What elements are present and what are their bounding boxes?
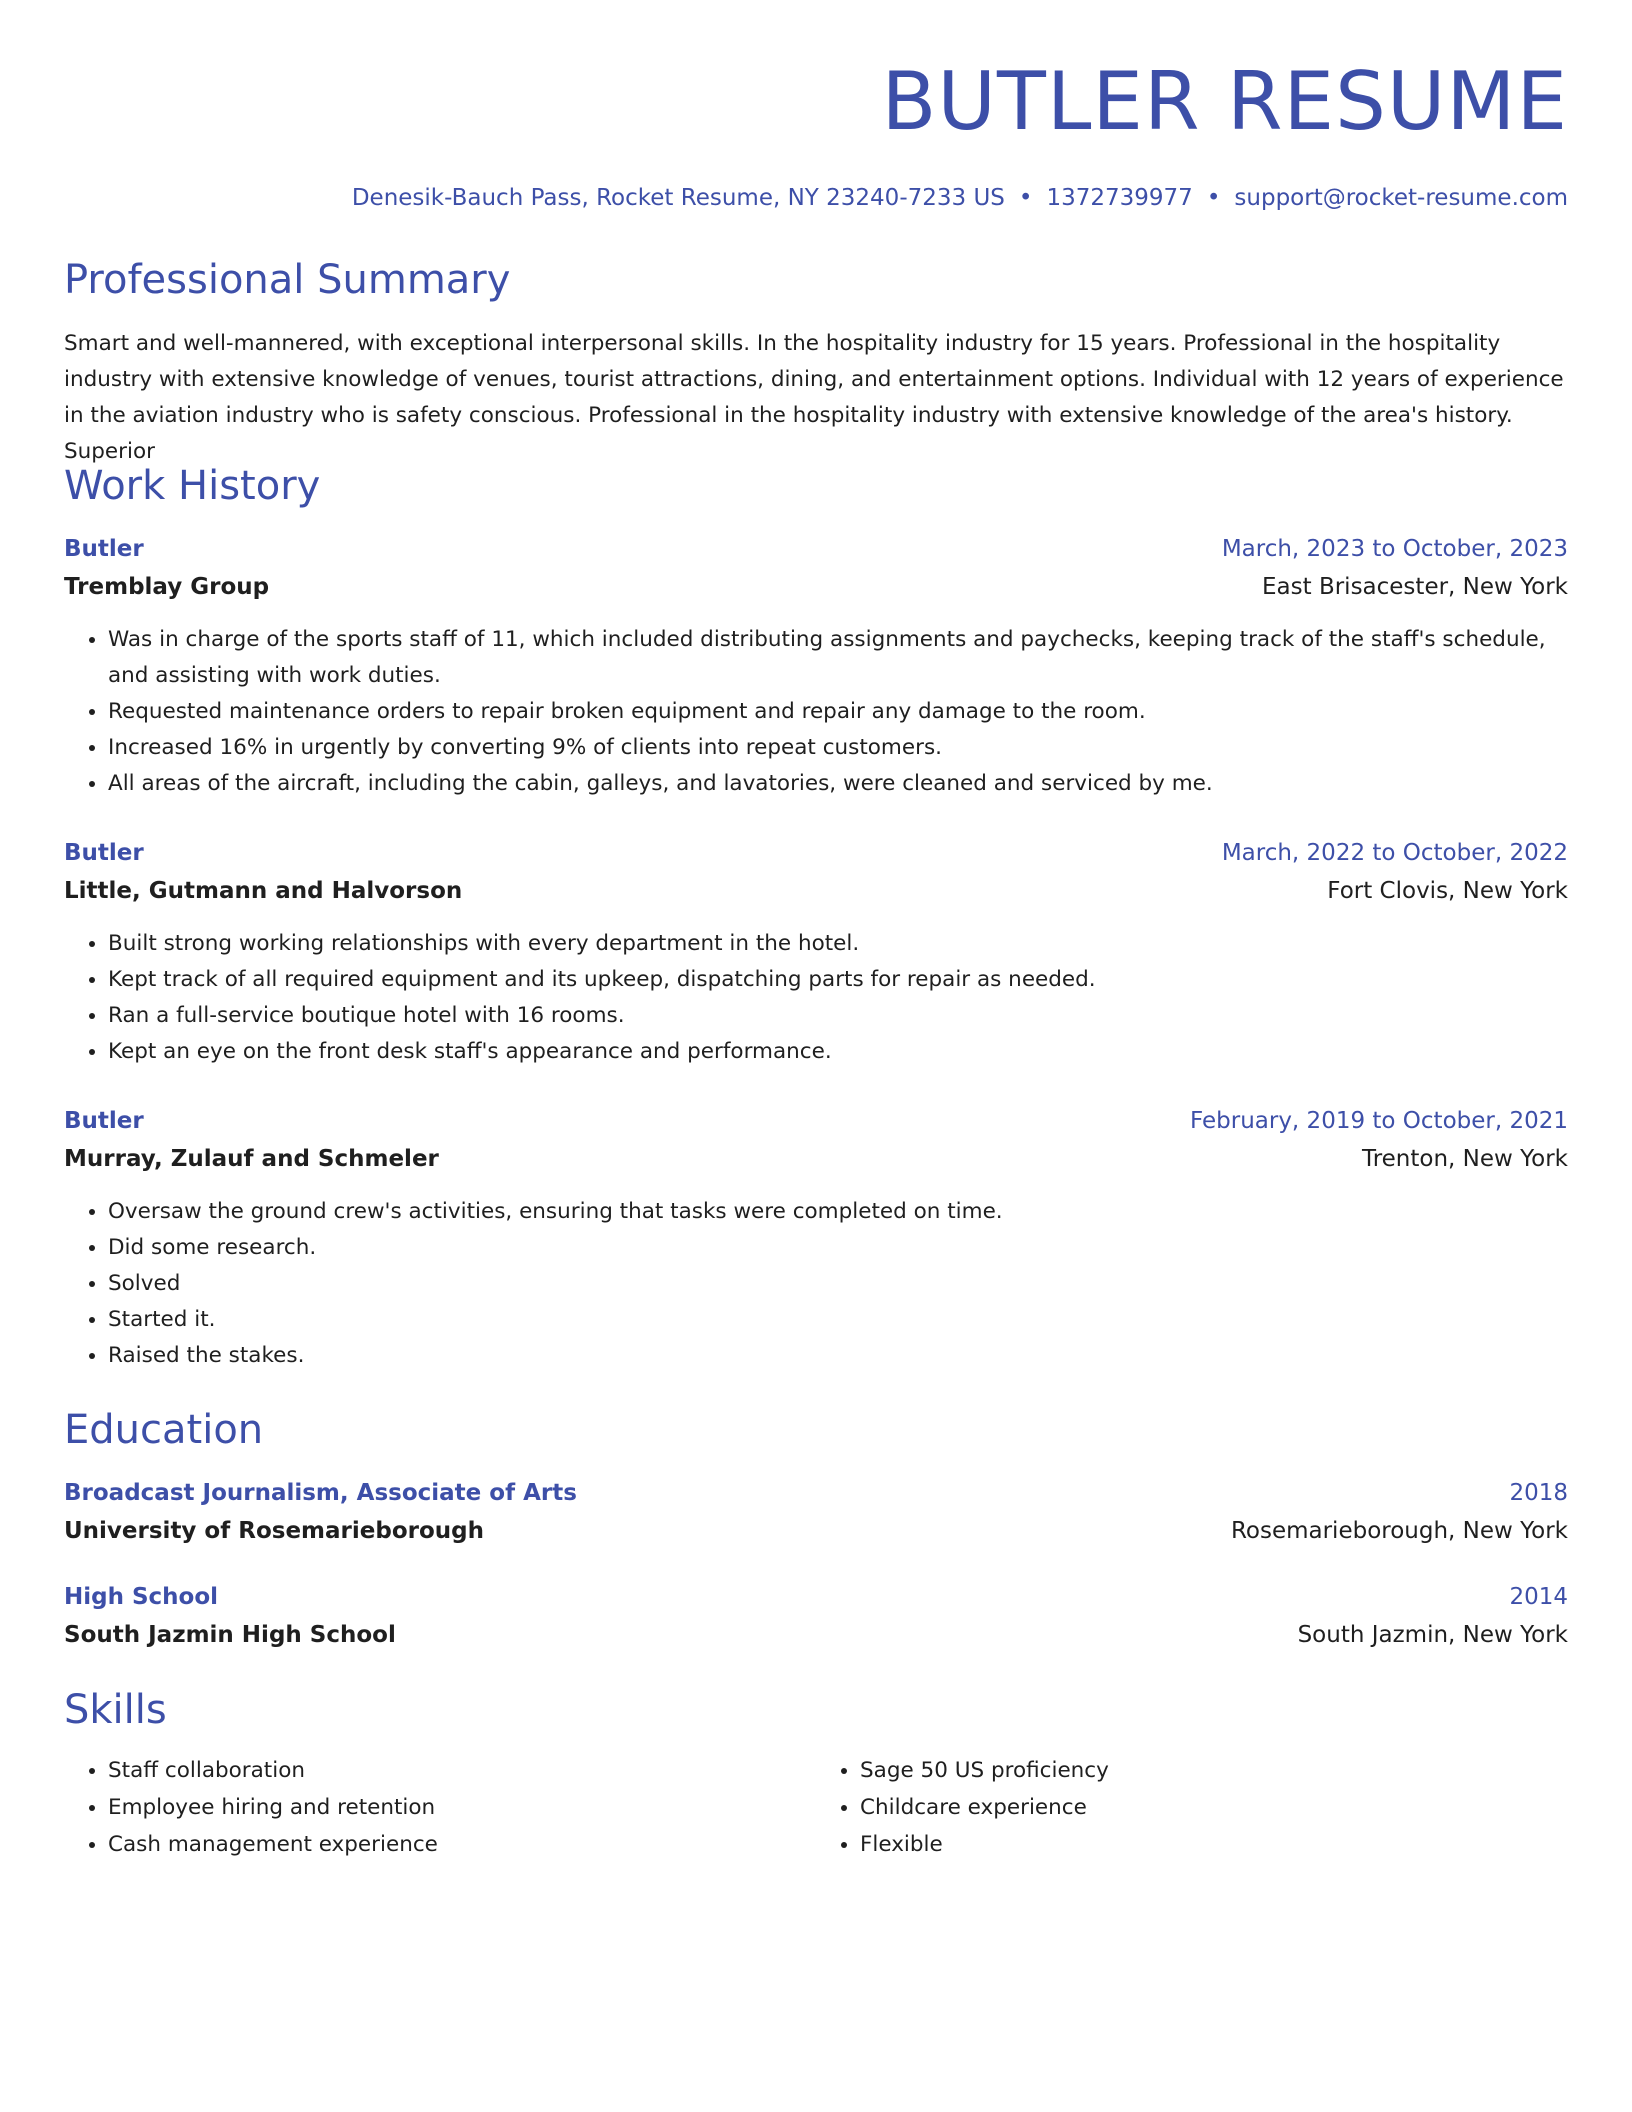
contact-address: Denesik-Bauch Pass, Rocket Resume, NY 23240-7233 US xyxy=(351,185,1005,211)
contact-line xyxy=(64,182,1568,214)
job-role: Butler xyxy=(64,536,144,562)
summary-text: Smart and well-mannered, with exceptional interpersonal skills. In the hospitality industry for 15 years. Professional in the hospitality industry with extensive knowledge of venues, tourist attractions, dining, and entertainment options. Individual with 12 years of experience in the aviation industry who is safety conscious. Professional in the hospitality industry with extensive knowledge of the area's history. Superior xyxy=(64,331,1564,464)
job-bullet: • Kept an eye on the front desk staff's appearance and performance. xyxy=(108,1034,1568,1070)
job-role: Butler xyxy=(64,1108,144,1134)
skill-item: • Sage 50 US proficiency xyxy=(860,1752,1568,1789)
job-bullets xyxy=(64,622,1568,802)
summary-heading: Professional Summary xyxy=(64,257,511,303)
skill-item: • Flexible xyxy=(860,1826,1568,1863)
job-location: Trenton, New York xyxy=(1362,1146,1568,1172)
skill-item: • Employee hiring and retention xyxy=(108,1789,816,1826)
job-bullet: • Built strong working relationships with every department in the hotel. xyxy=(108,926,1568,962)
job-bullet: • Was in charge of the sports staff of 11, which included distributing assignments and paychecks, keeping track of the staff's schedule, and assisting with work duties. xyxy=(108,622,1568,694)
contact-separator: • xyxy=(1206,185,1221,211)
work-history-heading: Work History xyxy=(64,463,321,509)
job-bullets xyxy=(64,926,1568,1070)
job-bullet: • Started it. xyxy=(108,1302,1568,1338)
job-company: Tremblay Group xyxy=(64,574,270,600)
education-location: South Jazmin, New York xyxy=(1297,1622,1568,1648)
skills-heading: Skills xyxy=(64,1687,167,1733)
resume-name: BUTLER RESUME xyxy=(881,55,1568,148)
job-bullet: • Raised the stakes. xyxy=(108,1338,1568,1374)
job-bullet: • Requested maintenance orders to repair broken equipment and repair any damage to the room. xyxy=(108,694,1568,730)
skill-item: • Cash management experience xyxy=(108,1826,816,1863)
job-company: Little, Gutmann and Halvorson xyxy=(64,878,463,904)
job-bullet: • Did some research. xyxy=(108,1230,1568,1266)
job-entry xyxy=(64,834,1568,1070)
education-degree: Broadcast Journalism, Associate of Arts xyxy=(64,1480,577,1506)
skill-item: • Staff collaboration xyxy=(108,1752,816,1789)
education-year: 2014 xyxy=(1509,1584,1568,1610)
job-dates: March, 2022 to October, 2022 xyxy=(1221,840,1568,866)
resume-header xyxy=(64,0,1568,214)
job-entry xyxy=(64,530,1568,802)
skills-grid xyxy=(64,1752,1568,1863)
education-entry xyxy=(64,1578,1568,1654)
job-entry xyxy=(64,1102,1568,1374)
skills-column-right xyxy=(816,1752,1568,1863)
job-dates: March, 2023 to October, 2023 xyxy=(1221,536,1568,562)
job-bullet: • Kept track of all required equipment and its upkeep, dispatching parts for repair as needed. xyxy=(108,962,1568,998)
job-location: Fort Clovis, New York xyxy=(1327,878,1568,904)
contact-separator: • xyxy=(1018,185,1033,211)
education-year: 2018 xyxy=(1509,1480,1568,1506)
education-degree: High School xyxy=(64,1584,219,1610)
job-dates: February, 2019 to October, 2021 xyxy=(1190,1108,1568,1134)
education-heading: Education xyxy=(64,1407,264,1453)
job-location: East Brisacester, New York xyxy=(1262,574,1568,600)
contact-phone: 1372739977 xyxy=(1046,185,1193,211)
skills-column-left xyxy=(64,1752,816,1863)
education-school: South Jazmin High School xyxy=(64,1622,396,1648)
job-bullet: • Oversaw the ground crew's activities, ensuring that tasks were completed on time. xyxy=(108,1194,1568,1230)
job-bullet: • Ran a full-service boutique hotel with 16 rooms. xyxy=(108,998,1568,1034)
contact-email: support@rocket-resume.com xyxy=(1234,185,1568,211)
skill-item: • Childcare experience xyxy=(860,1789,1568,1826)
job-bullet: • Solved xyxy=(108,1266,1568,1302)
job-role: Butler xyxy=(64,840,144,866)
education-location: Rosemarieborough, New York xyxy=(1230,1518,1568,1544)
job-company: Murray, Zulauf and Schmeler xyxy=(64,1146,439,1172)
job-bullet: • All areas of the aircraft, including the cabin, galleys, and lavatories, were cleaned and serviced by me. xyxy=(108,766,1568,802)
education-school: University of Rosemarieborough xyxy=(64,1518,484,1544)
education-entry xyxy=(64,1474,1568,1550)
job-bullets xyxy=(64,1194,1568,1374)
job-bullet: • Increased 16% in urgently by converting 9% of clients into repeat customers. xyxy=(108,730,1568,766)
